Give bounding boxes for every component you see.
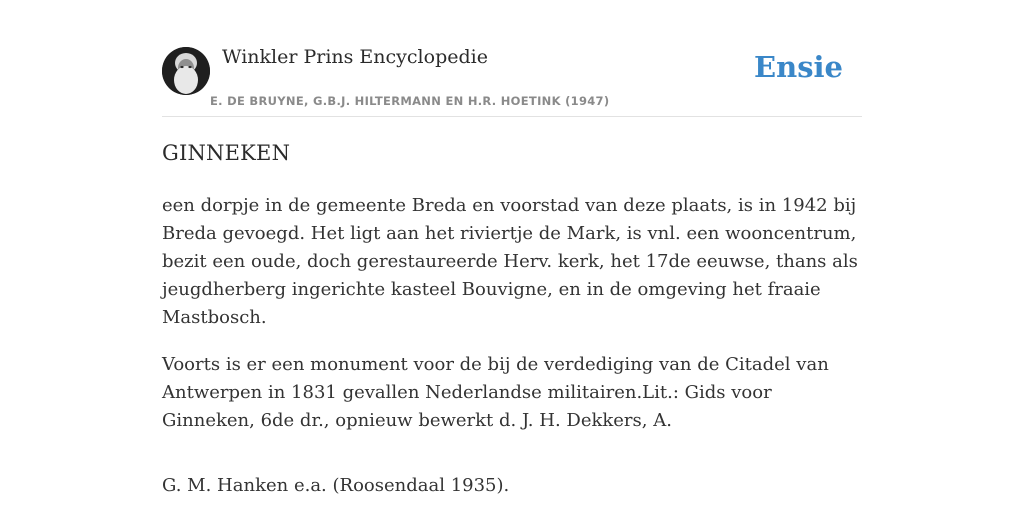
entry-paragraph: een dorpje in de gemeente Breda en voorstad van deze plaats, is in 1942 bij Breda gevoegd. Het ligt aan het riviertje de Mark, is vnl. een wooncentrum, bezit een oude, doch gerestaureerde Herv. kerk, het 17de eeuwse, thans als jeugdherberg ingerichte kasteel Bouvigne, en in de omgeving het fraaie Mastbosch.	[162, 195, 858, 328]
entry-title: GINNEKEN	[162, 141, 291, 165]
entry-paragraph: Voorts is er een monument voor de bij de verdediging van de Citadel van Antwerpen in 1831 gevallen Nederlandse militairen.Lit.: Gids voor Ginneken, 6de dr., opnieuw bewerkt d. J. H. Dekkers, A.	[162, 354, 829, 431]
author-avatar[interactable]	[162, 47, 210, 95]
portrait-image	[162, 47, 210, 95]
source-authors: E. DE BRUYNE, G.B.J. HILTERMANN EN H.R. HOETINK (1947)	[210, 94, 610, 108]
brand-logo-link[interactable]: Ensie	[754, 50, 843, 84]
source-title[interactable]: Winkler Prins Encyclopedie	[222, 46, 488, 68]
entry-citation: G. M. Hanken e.a. (Roosendaal 1935).	[162, 475, 510, 496]
entry-content	[162, 192, 862, 512]
source-header	[162, 46, 862, 117]
